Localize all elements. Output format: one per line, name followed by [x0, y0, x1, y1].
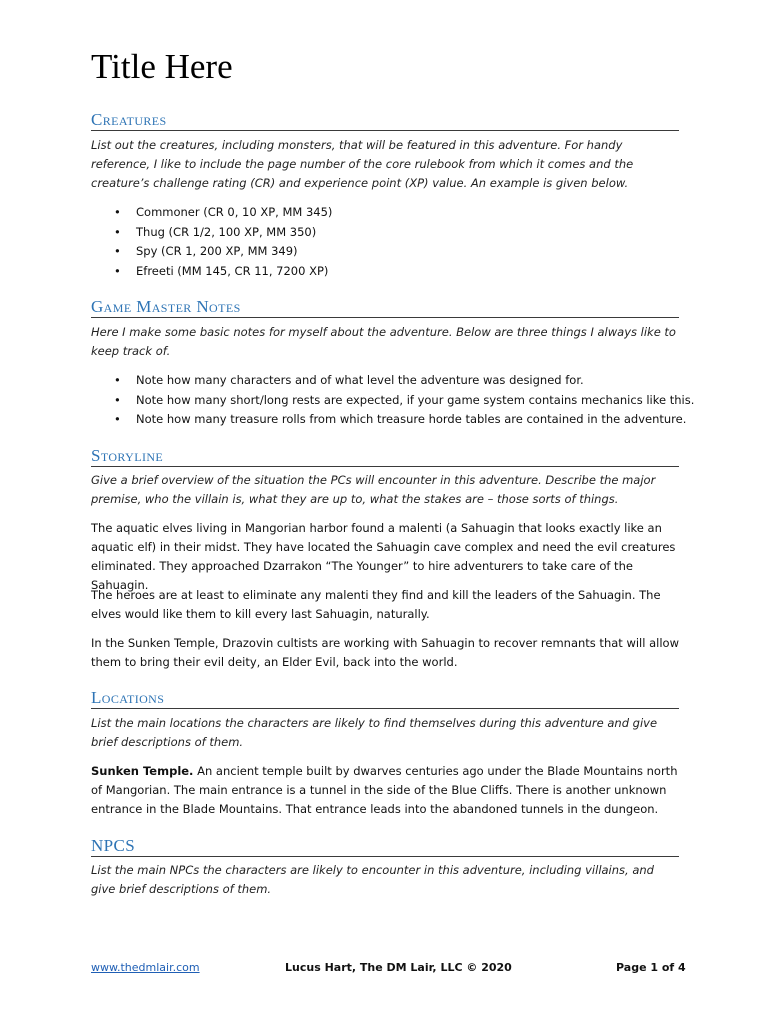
- footer-credit: Lucus Hart, The DM Lair, LLC © 2020: [285, 961, 512, 974]
- section-heading-npcs: NPCS: [91, 836, 679, 857]
- footer-website-link[interactable]: www.thedmlair.com: [91, 961, 200, 974]
- npcs-intro: List the main NPCs the characters are likely to encounter in this adventure, including villains, and give brief descriptions of them.: [91, 863, 654, 896]
- section-heading-storyline: Storyline: [91, 446, 679, 467]
- bullet-icon: •: [114, 392, 121, 407]
- list-item: • Efreeti (MM 145, CR 11, 7200 XP): [91, 262, 681, 282]
- page-title: Title Here: [91, 47, 233, 86]
- location-entry: [91, 762, 681, 819]
- location-name: Sunken Temple.: [91, 764, 194, 778]
- list-item: • Note how many treasure rolls from which treasure horde tables are contained in the adventure.: [91, 410, 681, 430]
- list-item: • Note how many characters and of what level the adventure was designed for.: [91, 371, 681, 391]
- list-item: • Spy (CR 1, 200 XP, MM 349): [91, 242, 681, 262]
- gm-notes-intro: Here I make some basic notes for myself about the adventure. Below are three things I always like to keep track of.: [91, 325, 676, 358]
- bullet-icon: •: [114, 224, 121, 239]
- gm-notes-list: [91, 371, 695, 430]
- storyline-paragraph: The heroes are at least to eliminate any malenti they find and kill the leaders of the Sahuagin. The elves would like them to kill every last Sahuagin, naturally.: [91, 588, 661, 621]
- location-description: An ancient temple built by dwarves centuries ago under the Blade Mountains north of Mangorian. The main entrance is a tunnel in the side of the Blue Cliffs. There is another unknown entrance in the Blade Mountains. That entrance leads into the abandoned tunnels in the dungeon.: [91, 764, 678, 816]
- storyline-intro: Give a brief overview of the situation the PCs will encounter in this adventure. Describe the major premise, who the villain is, what they are up to, what the stakes are – those sorts of things.: [91, 473, 656, 506]
- list-item: • Thug (CR 1/2, 100 XP, MM 350): [91, 223, 681, 243]
- section-heading-creatures: Creatures: [91, 110, 679, 131]
- bullet-icon: •: [114, 373, 121, 387]
- bullet-icon: •: [114, 412, 121, 426]
- bullet-icon: •: [114, 205, 121, 219]
- storyline-paragraph: The aquatic elves living in Mangorian harbor found a malenti (a Sahuagin that looks exactly like an aquatic elf) in their midst. They have located the Sahuagin cave complex and need the evil creatures eliminated. They approached Dzarrakon “The Younger” to hire adventurers to take care of the Sahuagin.: [91, 521, 676, 592]
- bullet-icon: •: [114, 263, 121, 278]
- section-heading-gm-notes: Game Master Notes: [91, 297, 679, 318]
- locations-intro: List the main locations the characters are likely to find themselves during this adventure and give brief descriptions of them.: [91, 716, 658, 749]
- section-heading-locations: Locations: [91, 688, 679, 709]
- bullet-icon: •: [114, 244, 121, 258]
- footer-page-number: Page 1 of 4: [616, 961, 686, 974]
- creatures-intro: List out the creatures, including monsters, that will be featured in this adventure. For handy reference, I like to include the page number of the core rulebook from which it comes and the creature’s challenge rating (CR) and experience point (XP) value. An example is given below.: [91, 138, 634, 190]
- list-item: • Commoner (CR 0, 10 XP, MM 345): [91, 203, 681, 223]
- storyline-paragraph: In the Sunken Temple, Drazovin cultists are working with Sahuagin to recover remnants that will allow them to bring their evil deity, an Elder Evil, back into the world.: [91, 636, 679, 669]
- creatures-list: [91, 203, 681, 281]
- list-item: • Note how many short/long rests are expected, if your game system contains mechanics like this.: [91, 391, 681, 411]
